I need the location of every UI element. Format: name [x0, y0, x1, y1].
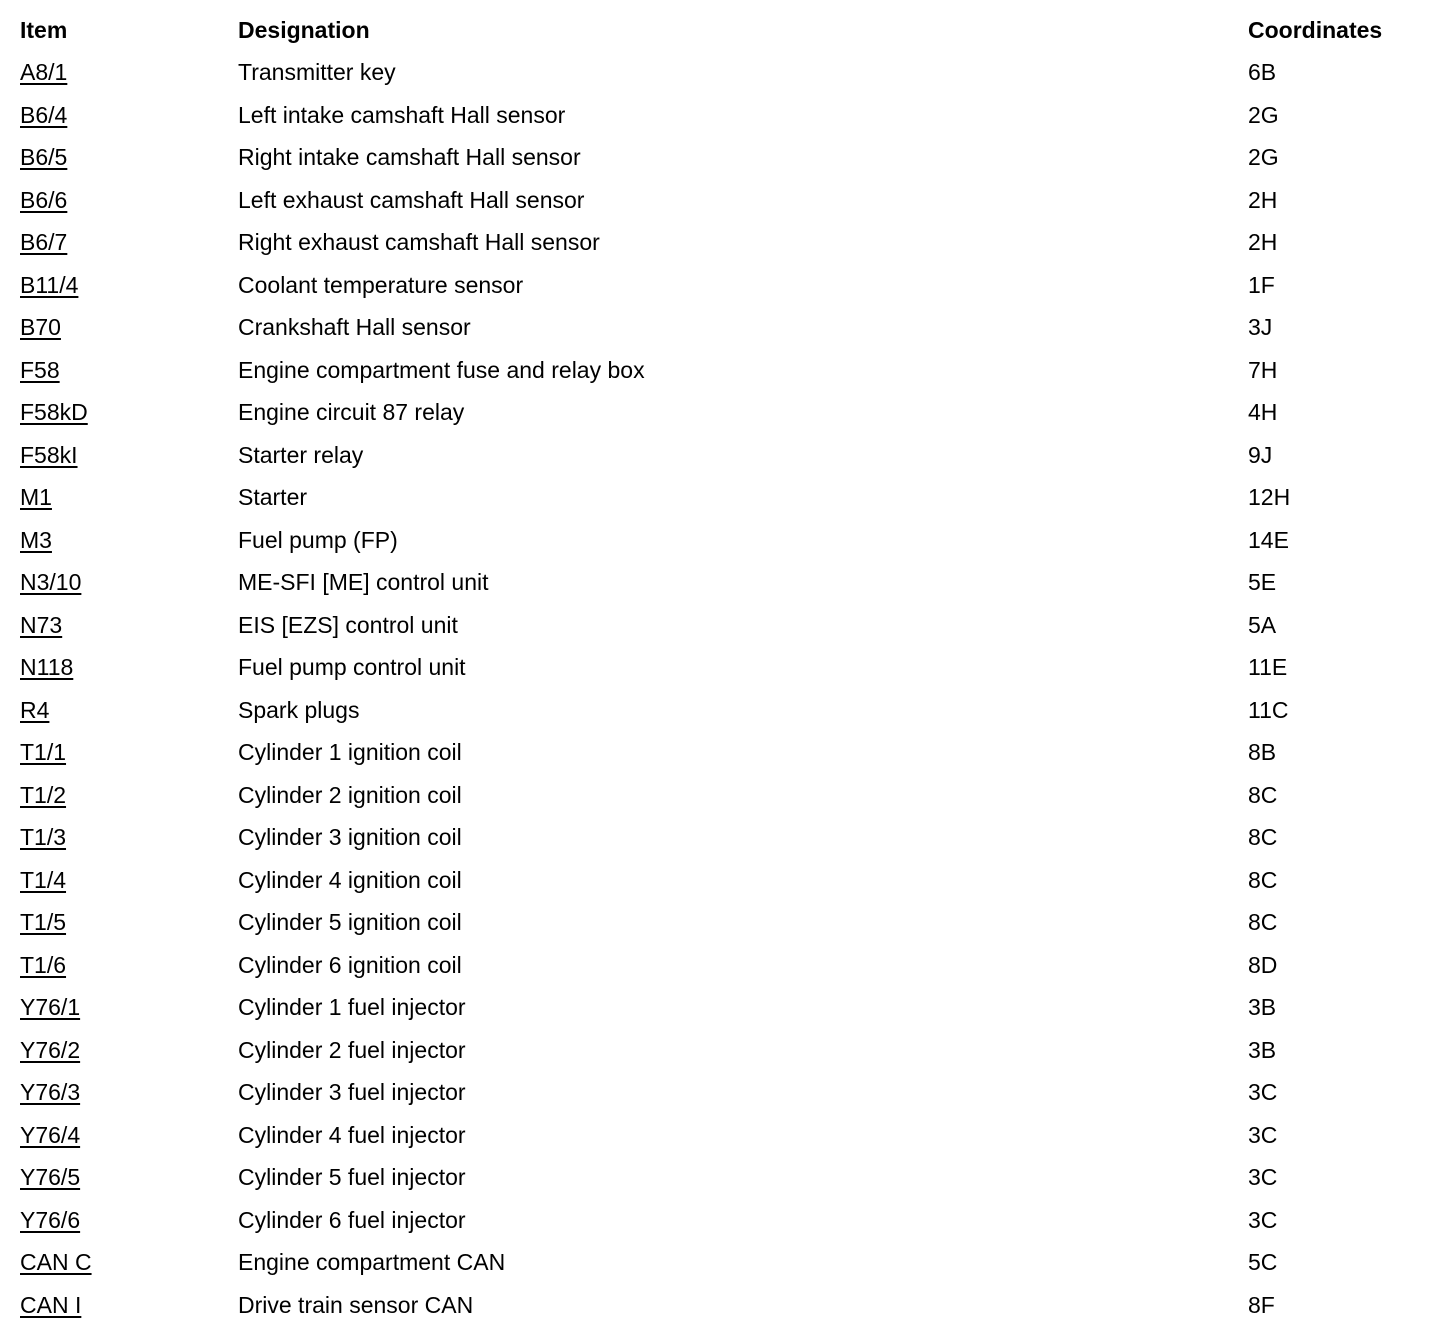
- item-link[interactable]: T1/5: [20, 909, 67, 935]
- designation-cell: Drive train sensor CAN: [238, 1291, 474, 1318]
- item-link[interactable]: Y76/4: [20, 1121, 81, 1148]
- table-row: [0, 765, 1440, 808]
- coordinates-cell: 11E: [1248, 654, 1288, 680]
- item-link[interactable]: M1: [20, 484, 52, 510]
- designation-cell: Cylinder 1 fuel injector: [238, 994, 466, 1020]
- table-row: [0, 892, 1440, 935]
- item-link[interactable]: Y76/5: [20, 1164, 81, 1190]
- designation-cell: Cylinder 5 fuel injector: [238, 1164, 466, 1190]
- item-link[interactable]: A8/1: [20, 59, 68, 85]
- item-link[interactable]: B6/7: [20, 229, 68, 255]
- designation-cell: Cylinder 3 ignition coil: [238, 824, 462, 850]
- table-row: [0, 595, 1440, 638]
- coordinates-cell: 2H: [1248, 186, 1278, 213]
- designation-cell: Starter: [238, 484, 308, 510]
- designation-cell: Cylinder 6 fuel injector: [238, 1206, 466, 1233]
- item-link[interactable]: M3: [20, 526, 52, 553]
- designation-cell: Left intake camshaft Hall sensor: [238, 101, 566, 128]
- coordinates-cell: 3B: [1248, 1036, 1277, 1063]
- table-row: [0, 722, 1440, 765]
- table-row: [0, 807, 1440, 850]
- designation-cell: Cylinder 6 ignition coil: [238, 951, 462, 978]
- table-row: [0, 935, 1440, 978]
- coordinates-cell: 5C: [1248, 1249, 1278, 1275]
- item-link[interactable]: N118: [20, 654, 74, 680]
- item-link[interactable]: B11/4: [20, 271, 79, 298]
- table-row: [0, 340, 1440, 383]
- designation-cell: Spark plugs: [238, 696, 360, 723]
- item-link[interactable]: F58kI: [20, 441, 78, 468]
- item-link[interactable]: B70: [20, 314, 61, 340]
- table-row: [0, 1190, 1440, 1233]
- item-link[interactable]: T1/4: [20, 866, 67, 893]
- table-row: [0, 977, 1440, 1020]
- item-link[interactable]: B6/6: [20, 186, 68, 213]
- table-row: [0, 637, 1440, 680]
- table-row: [0, 127, 1440, 170]
- designation-cell: Cylinder 2 fuel injector: [238, 1036, 466, 1063]
- header-designation: Designation: [238, 17, 370, 43]
- table-row: [0, 212, 1440, 255]
- table-row: [0, 1062, 1440, 1105]
- item-link[interactable]: CAN I: [20, 1291, 82, 1318]
- table-row: [0, 467, 1440, 510]
- coordinates-cell: 5E: [1248, 569, 1277, 595]
- item-link[interactable]: Y76/6: [20, 1206, 81, 1233]
- table-row: [0, 170, 1440, 213]
- item-link[interactable]: F58: [20, 356, 60, 383]
- coordinates-cell: 8C: [1248, 909, 1278, 935]
- designation-cell: Fuel pump (FP): [238, 526, 398, 553]
- item-link[interactable]: T1/3: [20, 824, 67, 850]
- coordinates-cell: 6B: [1248, 59, 1277, 85]
- coordinates-cell: 3C: [1248, 1164, 1278, 1190]
- designation-cell: Cylinder 5 ignition coil: [238, 909, 462, 935]
- table-row: [0, 1275, 1440, 1318]
- coordinates-cell: 7H: [1248, 356, 1278, 383]
- coordinates-cell: 9J: [1248, 441, 1273, 468]
- item-link[interactable]: Y76/1: [20, 994, 81, 1020]
- item-link[interactable]: T1/6: [20, 951, 67, 978]
- item-link[interactable]: F58kD: [20, 399, 88, 425]
- table-row: [0, 1020, 1440, 1063]
- designation-cell: Right exhaust camshaft Hall sensor: [238, 229, 600, 255]
- item-link[interactable]: Y76/2: [20, 1036, 81, 1063]
- designation-cell: Cylinder 4 fuel injector: [238, 1121, 466, 1148]
- designation-cell: Left exhaust camshaft Hall sensor: [238, 186, 585, 213]
- table-row: [0, 1105, 1440, 1148]
- table-row: [0, 297, 1440, 340]
- item-link[interactable]: T1/2: [20, 781, 67, 808]
- coordinates-cell: 8C: [1248, 866, 1278, 893]
- item-link[interactable]: N3/10: [20, 569, 82, 595]
- coordinates-cell: 12H: [1248, 484, 1291, 510]
- designation-cell: Cylinder 1 ignition coil: [238, 739, 462, 765]
- coordinates-cell: 3C: [1248, 1206, 1278, 1233]
- designation-cell: Coolant temperature sensor: [238, 271, 524, 298]
- item-link[interactable]: Y76/3: [20, 1079, 81, 1105]
- designation-cell: Engine compartment CAN: [238, 1249, 506, 1275]
- designation-cell: Engine compartment fuse and relay box: [238, 356, 645, 383]
- table-row: [0, 255, 1440, 298]
- table-header-row: [0, 0, 1440, 42]
- item-link[interactable]: N73: [20, 611, 63, 638]
- coordinates-cell: 2G: [1248, 101, 1279, 128]
- designation-cell: Cylinder 4 ignition coil: [238, 866, 462, 893]
- item-link[interactable]: B6/4: [20, 101, 68, 128]
- table-row: [0, 42, 1440, 85]
- coordinates-cell: 5A: [1248, 611, 1277, 638]
- coordinates-cell: 4H: [1248, 399, 1278, 425]
- table-row: [0, 85, 1440, 128]
- table-row: [0, 1147, 1440, 1190]
- coordinates-cell: 8B: [1248, 739, 1277, 765]
- designation-cell: Transmitter key: [238, 59, 396, 85]
- designation-cell: ME-SFI [ME] control unit: [238, 569, 489, 595]
- table-body: [0, 42, 1440, 1317]
- coordinates-cell: 8F: [1248, 1291, 1275, 1318]
- designation-cell: Right intake camshaft Hall sensor: [238, 144, 581, 170]
- coordinates-cell: 2G: [1248, 144, 1279, 170]
- designation-cell: Engine circuit 87 relay: [238, 399, 465, 425]
- item-link[interactable]: B6/5: [20, 144, 68, 170]
- coordinates-cell: 3C: [1248, 1121, 1278, 1148]
- coordinates-cell: 2H: [1248, 229, 1278, 255]
- table-row: [0, 1232, 1440, 1275]
- coordinates-cell: 8D: [1248, 951, 1278, 978]
- table-row: [0, 510, 1440, 553]
- item-link[interactable]: CAN C: [20, 1249, 92, 1275]
- coordinates-cell: 3C: [1248, 1079, 1278, 1105]
- header-item: Item: [20, 17, 68, 43]
- designation-cell: Cylinder 2 ignition coil: [238, 781, 462, 808]
- header-coordinates: Coordinates: [1248, 17, 1383, 43]
- table-row: [0, 850, 1440, 893]
- designation-cell: Cylinder 3 fuel injector: [238, 1079, 466, 1105]
- designation-cell: Crankshaft Hall sensor: [238, 314, 471, 340]
- table-row: [0, 382, 1440, 425]
- coordinates-cell: 3J: [1248, 314, 1273, 340]
- table-row: [0, 680, 1440, 723]
- table-row: [0, 425, 1440, 468]
- coordinates-cell: 1F: [1248, 271, 1275, 298]
- item-link[interactable]: R4: [20, 696, 50, 723]
- coordinates-cell: 11C: [1248, 696, 1289, 723]
- item-link[interactable]: T1/1: [20, 739, 67, 765]
- designation-cell: Starter relay: [238, 441, 364, 468]
- coordinates-cell: 3B: [1248, 994, 1277, 1020]
- designation-cell: EIS [EZS] control unit: [238, 611, 458, 638]
- coordinates-cell: 8C: [1248, 781, 1278, 808]
- coordinates-cell: 8C: [1248, 824, 1278, 850]
- coordinates-cell: 14E: [1248, 526, 1289, 553]
- table-row: [0, 552, 1440, 595]
- designation-cell: Fuel pump control unit: [238, 654, 466, 680]
